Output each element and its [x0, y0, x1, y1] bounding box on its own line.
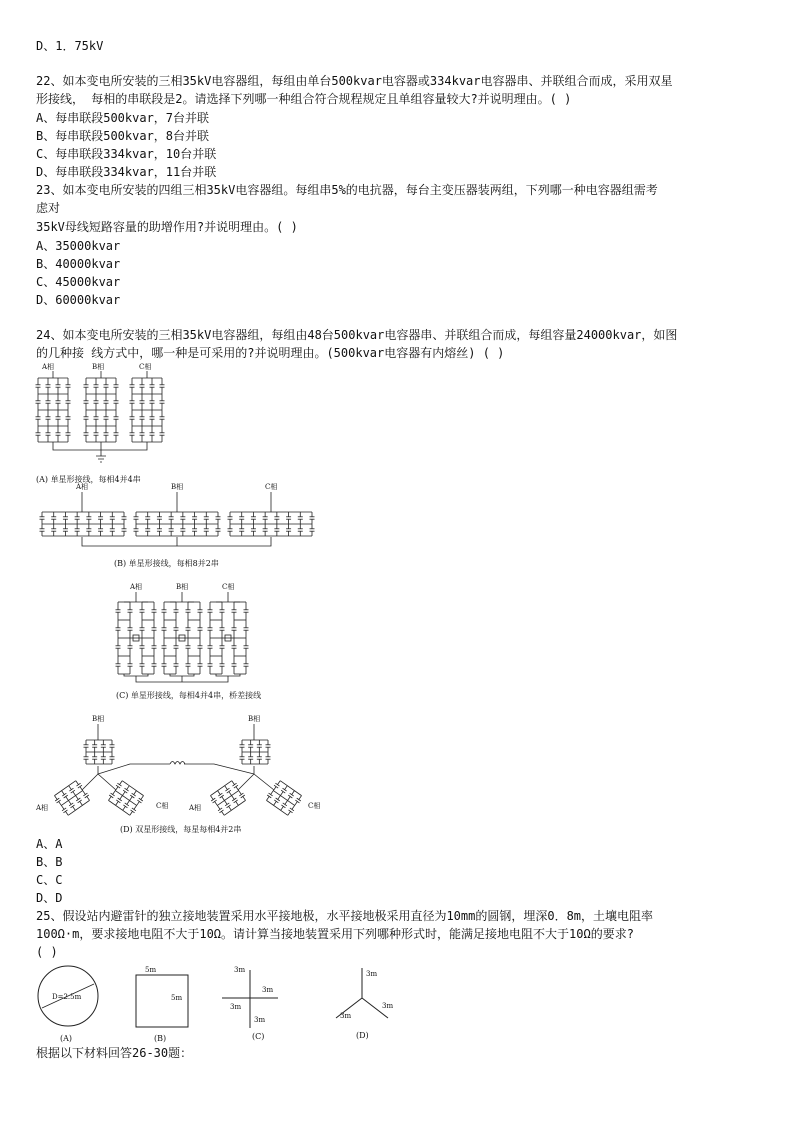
q24-stem-line1: 24、如本变电所安装的三相35kV电容器组，每组由48台500kvar电容器串、并联组合而成，每组容量24000kvar，如图: [36, 328, 678, 342]
bridge-capacitor-bank: [208, 592, 249, 676]
capacitor-bank: [264, 779, 303, 816]
bridge-capacitor-bank: [162, 592, 203, 676]
capacitor-bank: [40, 512, 127, 536]
q22-option-a: A、每串联段500kvar，7台并联: [36, 111, 210, 125]
q24-option-d: D、D: [36, 891, 63, 905]
figure-single-star-a: [34, 360, 174, 485]
q25-stem-line2: 100Ω·m，要求接地电阻不大于10Ω。请计算当接地装置采用下列哪种形式时，能满足接地电阻不大于10Ω的要求?: [36, 927, 634, 941]
q22-option-d: D、每串联段334kvar，11台并联: [36, 165, 217, 179]
capacitor-bank: [208, 779, 247, 816]
capacitor-bank: [134, 512, 221, 536]
q22-stem-line1: 22、如本变电所安装的三相35kV电容器组，每组由单台500kvar电容器或334kvar电容器串、并联组合而成，采用双星: [36, 74, 673, 88]
fig-c-label-c: C相: [222, 583, 235, 591]
capacitor-bank: [36, 378, 71, 442]
q25-stem-line3: ( ): [36, 945, 58, 959]
grounding-cross-down: 3m: [254, 1016, 266, 1024]
q23-option-a: A、35000kvar: [36, 239, 121, 253]
capacitor-bank: [130, 378, 165, 442]
fig-a-label-b: B相: [92, 363, 105, 371]
material-intro: 根据以下材料回答26-30题：: [36, 1046, 193, 1060]
q23-stem-line1: 23、如本变电所安装的四组三相35kV电容器组。每组串5%的电抗器，每台主变压器装两组，下列哪一种电容器组需考: [36, 183, 658, 197]
grounding-square-top: 5m: [145, 966, 157, 974]
figure-double-star-d: [34, 712, 334, 837]
capacitor-bank: [106, 779, 145, 816]
fig-d-label-c2: C相: [308, 802, 321, 810]
grounding-y-left: 3m: [340, 1012, 352, 1020]
fig-d-caption: (D) 双星形接线，每星每相4并2串: [120, 825, 242, 834]
grounding-cross-right: 3m: [262, 986, 274, 994]
fig-d-label-b1: B相: [92, 715, 105, 723]
fig-d-label-b2: B相: [248, 715, 261, 723]
q24-option-a: A、A: [36, 837, 63, 851]
fig-a-label-c: C相: [139, 363, 152, 371]
bridge-capacitor-bank: [116, 592, 157, 676]
grounding-c-caption: (C): [252, 1032, 265, 1041]
grounding-square-side: 5m: [171, 994, 183, 1002]
q22-option-c: C、每串联段334kvar，10台并联: [36, 147, 217, 161]
q24-option-c: C、C: [36, 873, 63, 887]
grounding-b-caption: (B): [154, 1034, 167, 1043]
q23-option-d: D、60000kvar: [36, 293, 121, 307]
fig-d-label-a1: A相: [36, 804, 49, 812]
figure-single-star-bridge-c: [112, 580, 282, 705]
q22-option-b: B、每串联段500kvar，8台并联: [36, 129, 210, 143]
q24-stem-line2: 的几种接 线方式中，哪一种是可采用的?并说明理由。(500kvar电容器有内熔丝) ( ): [36, 346, 505, 360]
q23-stem-line2: 虑对: [36, 201, 61, 215]
q23-option-b: B、40000kvar: [36, 257, 121, 271]
fig-d-label-c1: C相: [156, 802, 169, 810]
fig-b-label-c: C相: [265, 483, 278, 491]
capacitor-bank: [84, 740, 115, 764]
grounding-ring-diameter: D=2.5m: [52, 993, 82, 1001]
fig-c-caption: (C) 单星形接线，每相4并4串，桥差接线: [116, 691, 262, 700]
q25-stem-line1: 25、假设站内避雷针的独立接地装置采用水平接地极，水平接地极采用直径为10mm的圆钢，埋深0．8m，土壤电阻率: [36, 909, 654, 923]
figure-grounding-shapes: [34, 962, 394, 1044]
capacitor-bank: [84, 378, 119, 442]
fig-b-caption: (B) 单星形接线，每相8并2串: [114, 559, 219, 568]
fig-c-label-a: A相: [130, 583, 143, 591]
grounding-a-caption: (A): [60, 1034, 73, 1043]
q23-stem-line3: 35kV母线短路容量的助增作用?并说明理由。( ): [36, 220, 298, 234]
grounding-cross-left: 3m: [230, 1003, 242, 1011]
capacitor-bank: [240, 740, 271, 764]
q21-option-d: D、1．75kV: [36, 39, 104, 53]
fig-a-caption: (A) 单星形接线，每相4并4串: [36, 475, 141, 484]
grounding-d-caption: (D): [356, 1031, 369, 1040]
capacitor-bank: [228, 512, 315, 536]
fig-c-label-b: B相: [176, 583, 189, 591]
fig-d-label-a2: A相: [189, 804, 202, 812]
q22-stem-line2: 形接线， 每相的串联段是2。请选择下列哪一种组合符合规程规定且单组容量较大?并说明理由。( ): [36, 92, 572, 106]
fig-a-label-a: A相: [42, 363, 55, 371]
grounding-y-up: 3m: [366, 970, 378, 978]
figure-single-star-b: [34, 482, 324, 570]
capacitor-bank: [52, 779, 91, 816]
q23-option-c: C、45000kvar: [36, 275, 121, 289]
fig-b-label-a: A相: [76, 483, 89, 491]
grounding-cross-up: 3m: [234, 966, 246, 974]
q24-option-b: B、B: [36, 855, 63, 869]
grounding-y-right: 3m: [382, 1002, 394, 1010]
fig-b-label-b: B相: [171, 483, 184, 491]
